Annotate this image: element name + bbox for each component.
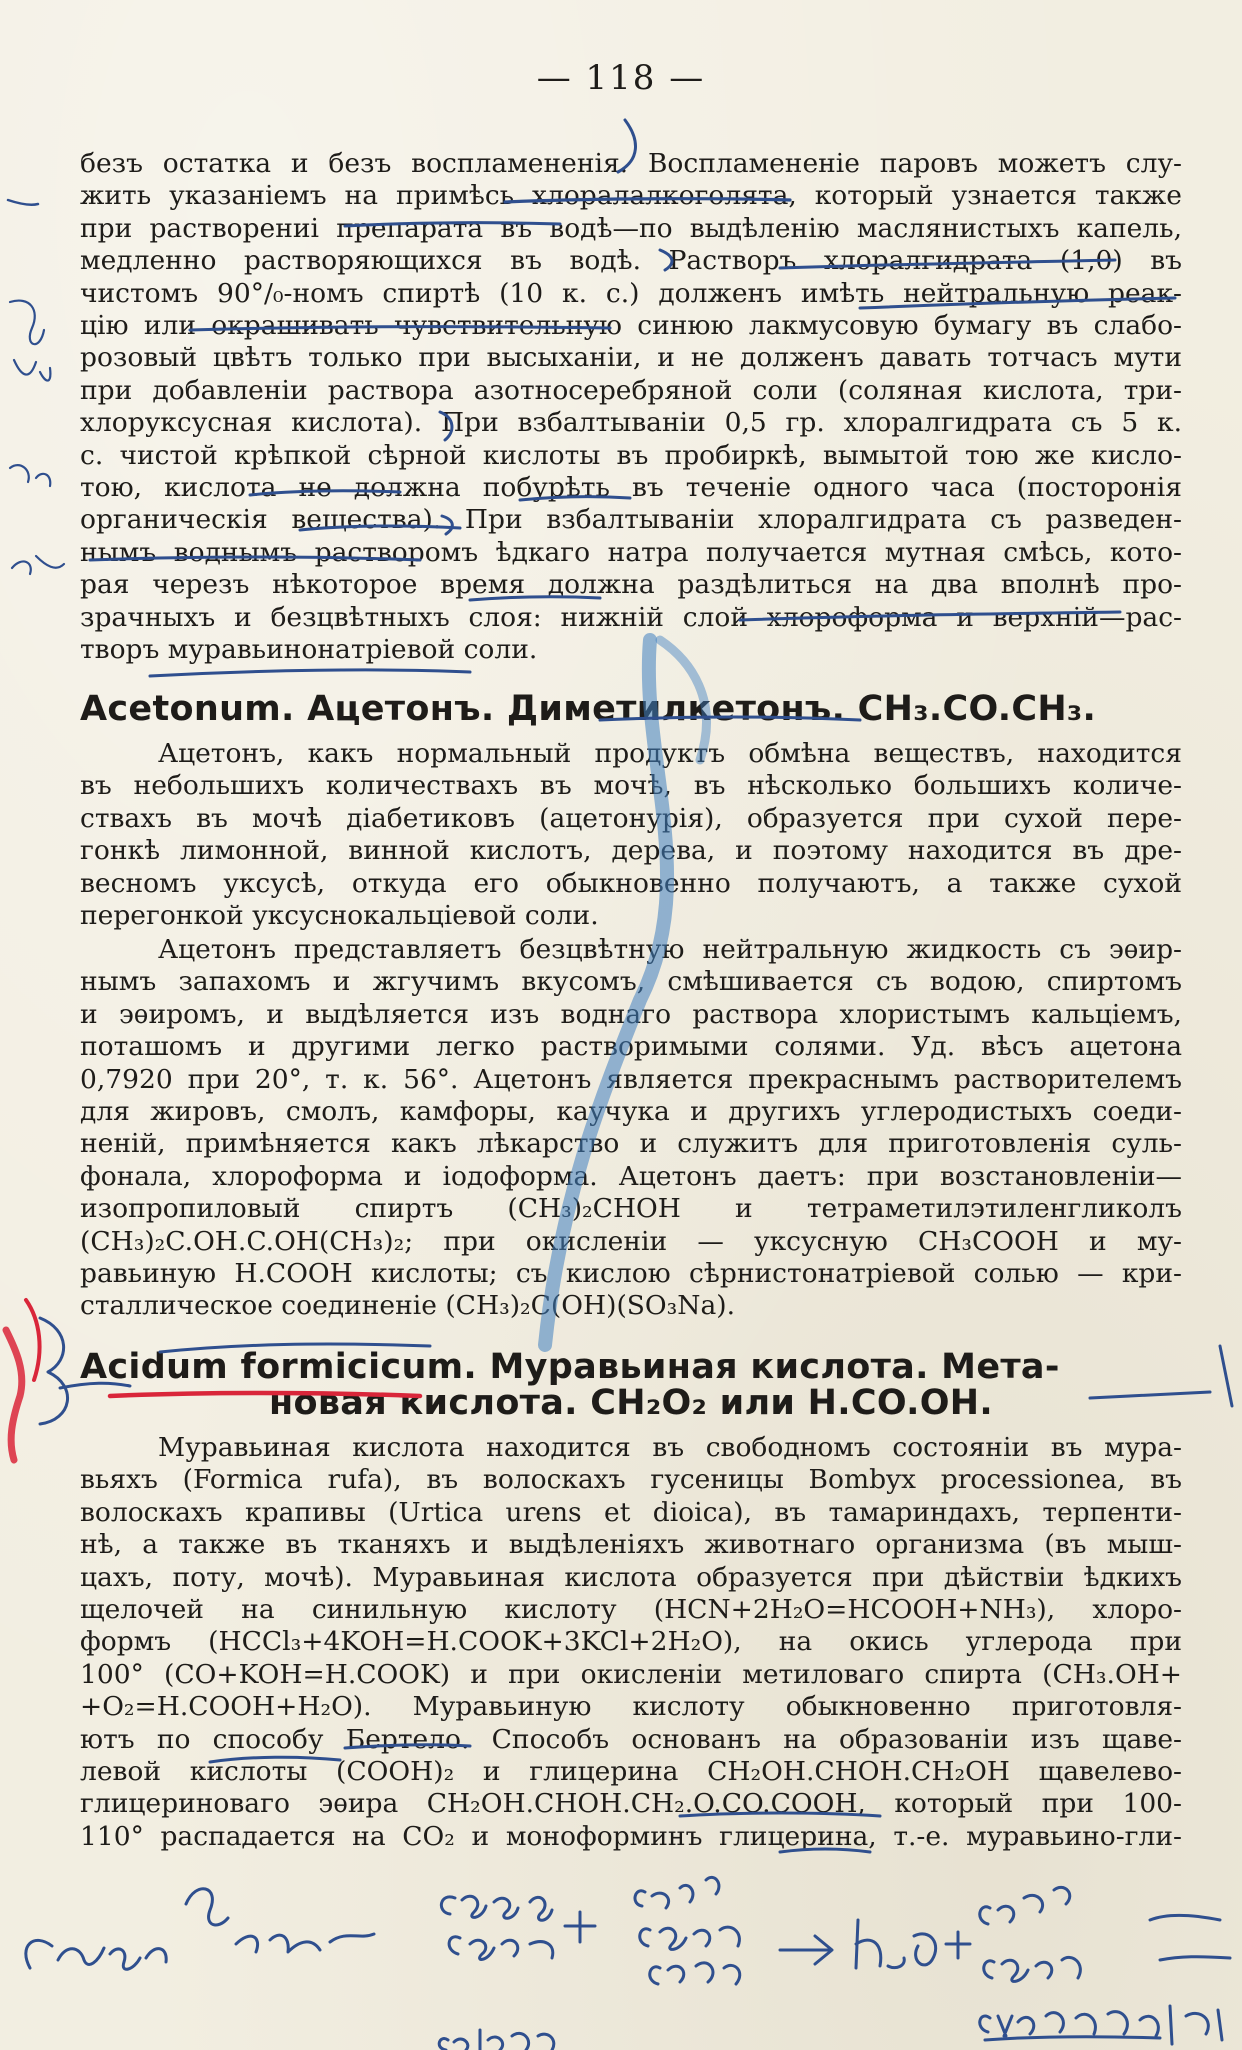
text-line: +O₂=H.COOH+H₂O). Муравьиную кислоту обыкновенно приготовля- bbox=[80, 1691, 1182, 1723]
text-line: цію или окрашивать чувствительную синюю лакмусовую бумагу въ слабо- bbox=[80, 310, 1182, 342]
section-heading-acetone: Acetonum. Ацетонъ. Диметилкетонъ. CH₃.CO.CH₃. bbox=[80, 689, 1097, 729]
text-line: ютъ по способу Бертело. Способъ основанъ на образованіи изъ щаве- bbox=[80, 1723, 1182, 1755]
text-line: нымъ запахомъ и жгучимъ вкусомъ, смѣшивается съ водою, спиртомъ bbox=[80, 966, 1182, 998]
page-number: — 118 — bbox=[536, 58, 706, 98]
text-line: цахъ, поту, мочѣ). Муравьиная кислота образуется при дѣйствіи ѣдкихъ bbox=[80, 1561, 1182, 1593]
paragraph-formic-acid bbox=[80, 1432, 1182, 1853]
text-line: въ небольшихъ количествахъ въ мочѣ, въ нѣсколько большихъ количе- bbox=[80, 770, 1182, 802]
text-line: нѣ, а также въ тканяхъ и выдѣленіяхъ животнаго организма (въ мыш- bbox=[80, 1529, 1182, 1561]
text-line: глицериноваго эѳира CH₂OH.CHOH.CH₂.O.CO.COOH, который при 100- bbox=[80, 1788, 1182, 1820]
paragraph-acetone-properties bbox=[80, 934, 1182, 1323]
paragraph-acetone-occurrence bbox=[80, 738, 1182, 932]
text-line: с. чистой крѣпкой сѣрной кислоты въ пробиркѣ, вымытой тою же кисло- bbox=[80, 439, 1182, 471]
text-line: при растворениі препарата въ водѣ—по выдѣленію маслянистыхъ капель, bbox=[80, 212, 1182, 244]
red-margin-mark bbox=[6, 1330, 22, 1460]
text-line: поташомъ и другими легко растворимыми солями. Уд. вѣсъ ацетона bbox=[80, 1031, 1182, 1063]
text-line: сталлическое соединеніе (CH₃)₂C(OH)(SO₃Na). bbox=[80, 1290, 736, 1322]
paragraph-chloral-tests bbox=[80, 148, 1182, 667]
text-line: равьиную H.COOH кислоты; съ кислою сѣрнистонатріевой солью — кри- bbox=[80, 1258, 1182, 1290]
text-line: Ацетонъ, какъ нормальный продуктъ обмѣна веществъ, находится bbox=[158, 738, 1182, 769]
section-heading-formic-acid: Acidum formicicum. Муравьиная кислота. Мета- bbox=[80, 1347, 1060, 1387]
text-line: рая черезъ нѣкоторое время должна раздѣлиться на два вполнѣ про- bbox=[80, 569, 1182, 601]
text-line: формъ (HCCl₃+4KOH=H.COOK+3KCl+2H₂O), на окись углерода при bbox=[80, 1626, 1182, 1658]
text-line: гонкѣ лимонной, винной кислотъ, дерева, и поэтому находится въ дре- bbox=[80, 835, 1182, 867]
margin-pencil-mark bbox=[10, 465, 50, 486]
text-line: для жировъ, смолъ, камфоры, каучука и другихъ углеродистыхъ соеди- bbox=[80, 1096, 1182, 1128]
text-line: органическія вещества). При взбалтываніи хлоралгидрата съ разведен- bbox=[80, 504, 1182, 536]
bottom-handwritten-note bbox=[26, 1877, 1230, 2050]
text-line: фонала, хлороформа и іодоформа. Ацетонъ даетъ: при возстановленіи— bbox=[80, 1160, 1182, 1192]
margin-pencil-mark bbox=[12, 556, 64, 574]
text-line: перегонкой уксуснокальціевой соли. bbox=[80, 900, 599, 932]
pen-margin-mark bbox=[40, 1318, 68, 1424]
text-line: волоскахъ крапивы (Urtica urens et dioica), въ тамариндахъ, терпенти- bbox=[80, 1496, 1182, 1528]
text-line: ствахъ въ мочѣ діабетиковъ (ацетонурія), образуется при сухой пере- bbox=[80, 802, 1182, 834]
section-heading-formic-acid-cont: новая кислота. CH₂O₂ или H.CO.OH. bbox=[269, 1383, 993, 1423]
text-line: чистомъ 90°/₀-номъ спиртѣ (10 к. с.) долженъ имѣть нейтральную реак- bbox=[80, 277, 1182, 309]
text-line: Ацетонъ представляетъ безцвѣтную нейтральную жидкость съ эѳир- bbox=[158, 934, 1182, 965]
text-line: вьяхъ (Formica rufa), въ волоскахъ гусеницы Bombyx processionea, въ bbox=[80, 1464, 1182, 1496]
text-line: и эѳиромъ, и выдѣляется изъ воднаго раствора хлористымъ кальціемъ, bbox=[80, 998, 1182, 1030]
text-line: левой кислоты (COOH)₂ и глицерина CH₂OH.CHOH.CH₂OH щавелево- bbox=[80, 1756, 1182, 1788]
margin-pencil-mark bbox=[8, 200, 38, 205]
text-line: щелочей на синильную кислоту (HCN+2H₂O=HCOOH+NH₃), хлоро- bbox=[80, 1594, 1182, 1626]
text-line: Муравьиная кислота находится въ свободномъ состояніи въ мура- bbox=[158, 1432, 1182, 1463]
text-line: нымъ воднымъ растворомъ ѣдкаго натра получается мутная смѣсь, кото- bbox=[80, 536, 1182, 568]
text-line: 100° (CO+KOH=H.COOK) и при окисленіи метиловаго спирта (CH₃.OH+ bbox=[80, 1658, 1182, 1690]
red-margin-mark bbox=[26, 1300, 40, 1380]
text-line: неній, примѣняется какъ лѣкарство и служитъ для приготовленія суль- bbox=[80, 1128, 1182, 1160]
margin-pencil-mark bbox=[10, 301, 44, 345]
text-line: 0,7920 при 20°, т. к. 56°. Ацетонъ является прекраснымъ растворителемъ bbox=[80, 1063, 1182, 1095]
text-line: (CH₃)₂C.OH.C.OH(CH₃)₂; при окисленіи — уксусную CH₃COOH и му- bbox=[80, 1225, 1182, 1257]
text-line: жить указаніемъ на примѣсь хлоралалкоголята, который узнается также bbox=[80, 180, 1182, 212]
text-line: творъ муравьинонатріевой соли. bbox=[80, 634, 538, 666]
text-line: медленно растворяющихся въ водѣ. Растворъ хлоралгидрата (1,0) въ bbox=[80, 245, 1182, 277]
text-line: тою, кислота не должна побурѣть въ теченіе одного часа (посторонія bbox=[80, 472, 1182, 504]
text-line: хлоруксусная кислота). При взбалтываніи 0,5 гр. хлоралгидрата съ 5 к. bbox=[80, 407, 1182, 439]
pen-underline-mark bbox=[150, 670, 470, 676]
text-line: розовый цвѣтъ только при высыханіи, и не долженъ давать тотчасъ мути bbox=[80, 342, 1182, 374]
pen-margin-mark bbox=[1220, 1346, 1232, 1406]
text-line: изопропиловый спиртъ (CH₃)₂CHOH и тетраметилэтиленгликолъ bbox=[80, 1193, 1182, 1225]
text-line: безъ остатка и безъ воспламененія. Воспламененіе паровъ можетъ слу- bbox=[80, 148, 1182, 179]
text-line: при добавленіи раствора азотносеребряной соли (соляная кислота, три- bbox=[80, 374, 1182, 406]
text-line: зрачныхъ и безцвѣтныхъ слоя: нижній слой хлороформа и верхній—рас- bbox=[80, 601, 1182, 633]
margin-pencil-mark bbox=[14, 360, 50, 381]
text-line: 110° распадается на CO₂ и моноформинъ глицерина, т.-е. муравьино-гли- bbox=[80, 1820, 1182, 1852]
text-line: весномъ уксусѣ, откуда его обыкновенно получаютъ, а также сухой bbox=[80, 867, 1182, 899]
